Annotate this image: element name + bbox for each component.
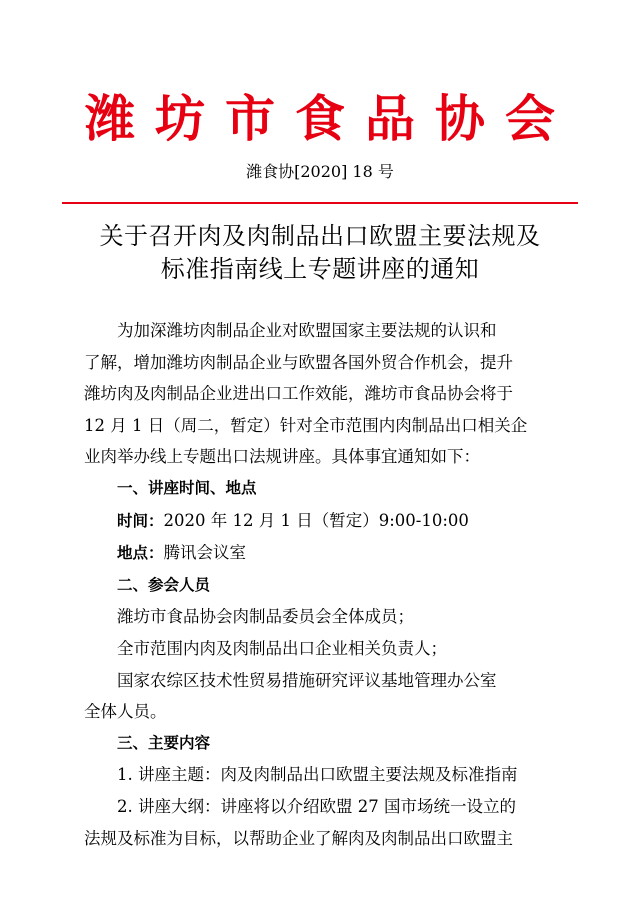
- document-number: 潍食协[2020] 18 号: [246, 162, 394, 181]
- place-row: [84, 537, 530, 570]
- section-3-heading: 三、主要内容: [117, 733, 211, 752]
- section-1-heading: 一、讲座时间、地点: [117, 478, 257, 497]
- intro-line-2: 了解，增加潍坊肉制品企业与欧盟各国外贸合作机会，提升: [84, 352, 513, 372]
- time-label: 时间：: [117, 511, 164, 530]
- attendee-2: 全市范围内肉及肉制品出口企业相关负责人；: [117, 638, 447, 658]
- title-line-1: 关于召开肉及肉制品出口欧盟主要法规及: [99, 222, 541, 250]
- attendee-3-line-1: 国家农综区技术性贸易措施研究评议基地管理办公室: [117, 670, 497, 690]
- attendee-1: 潍坊市食品协会肉制品委员会全体成员；: [117, 607, 414, 627]
- intro-line-4: 12 月 1 日（周二，暂定）针对全市范围内肉制品出口相关企: [84, 415, 528, 435]
- red-divider-line: [62, 202, 578, 204]
- document-body: [84, 315, 530, 854]
- intro-line-1: 为加深潍坊肉制品企业对欧盟国家主要法规的认识和: [117, 321, 497, 340]
- intro-line-3: 潍坊肉及肉制品企业进出口工作效能，潍坊市食品协会将于: [84, 384, 513, 404]
- content-item-1: 1. 讲座主题：肉及肉制品出口欧盟主要法规及标准指南: [117, 765, 518, 785]
- place-value: 腾讯会议室: [163, 543, 247, 563]
- time-row: [84, 505, 530, 538]
- title-line-2: 标准指南线上专题讲座的通知: [160, 255, 480, 283]
- organization-name: 潍坊市食品协会: [85, 89, 575, 148]
- section-2-heading: 二、参会人员: [117, 575, 211, 594]
- content-item-2-line-2: 法规及标准为目标，以帮助企业了解肉及肉制品出口欧盟主: [84, 828, 513, 848]
- document-title: [60, 220, 580, 286]
- place-label: 地点：: [117, 544, 164, 563]
- intro-line-5: 业肉举办线上专题出口法规讲座。具体事宜通知如下：: [84, 447, 480, 467]
- content-item-2-line-1: 2. 讲座大纲：讲座将以介绍欧盟 27 国市场统一设立的: [117, 796, 516, 816]
- attendee-3-line-2: 全体人员。: [84, 702, 167, 722]
- time-value: 2020 年 12 月 1 日（暂定）9:00-10:00: [163, 510, 469, 530]
